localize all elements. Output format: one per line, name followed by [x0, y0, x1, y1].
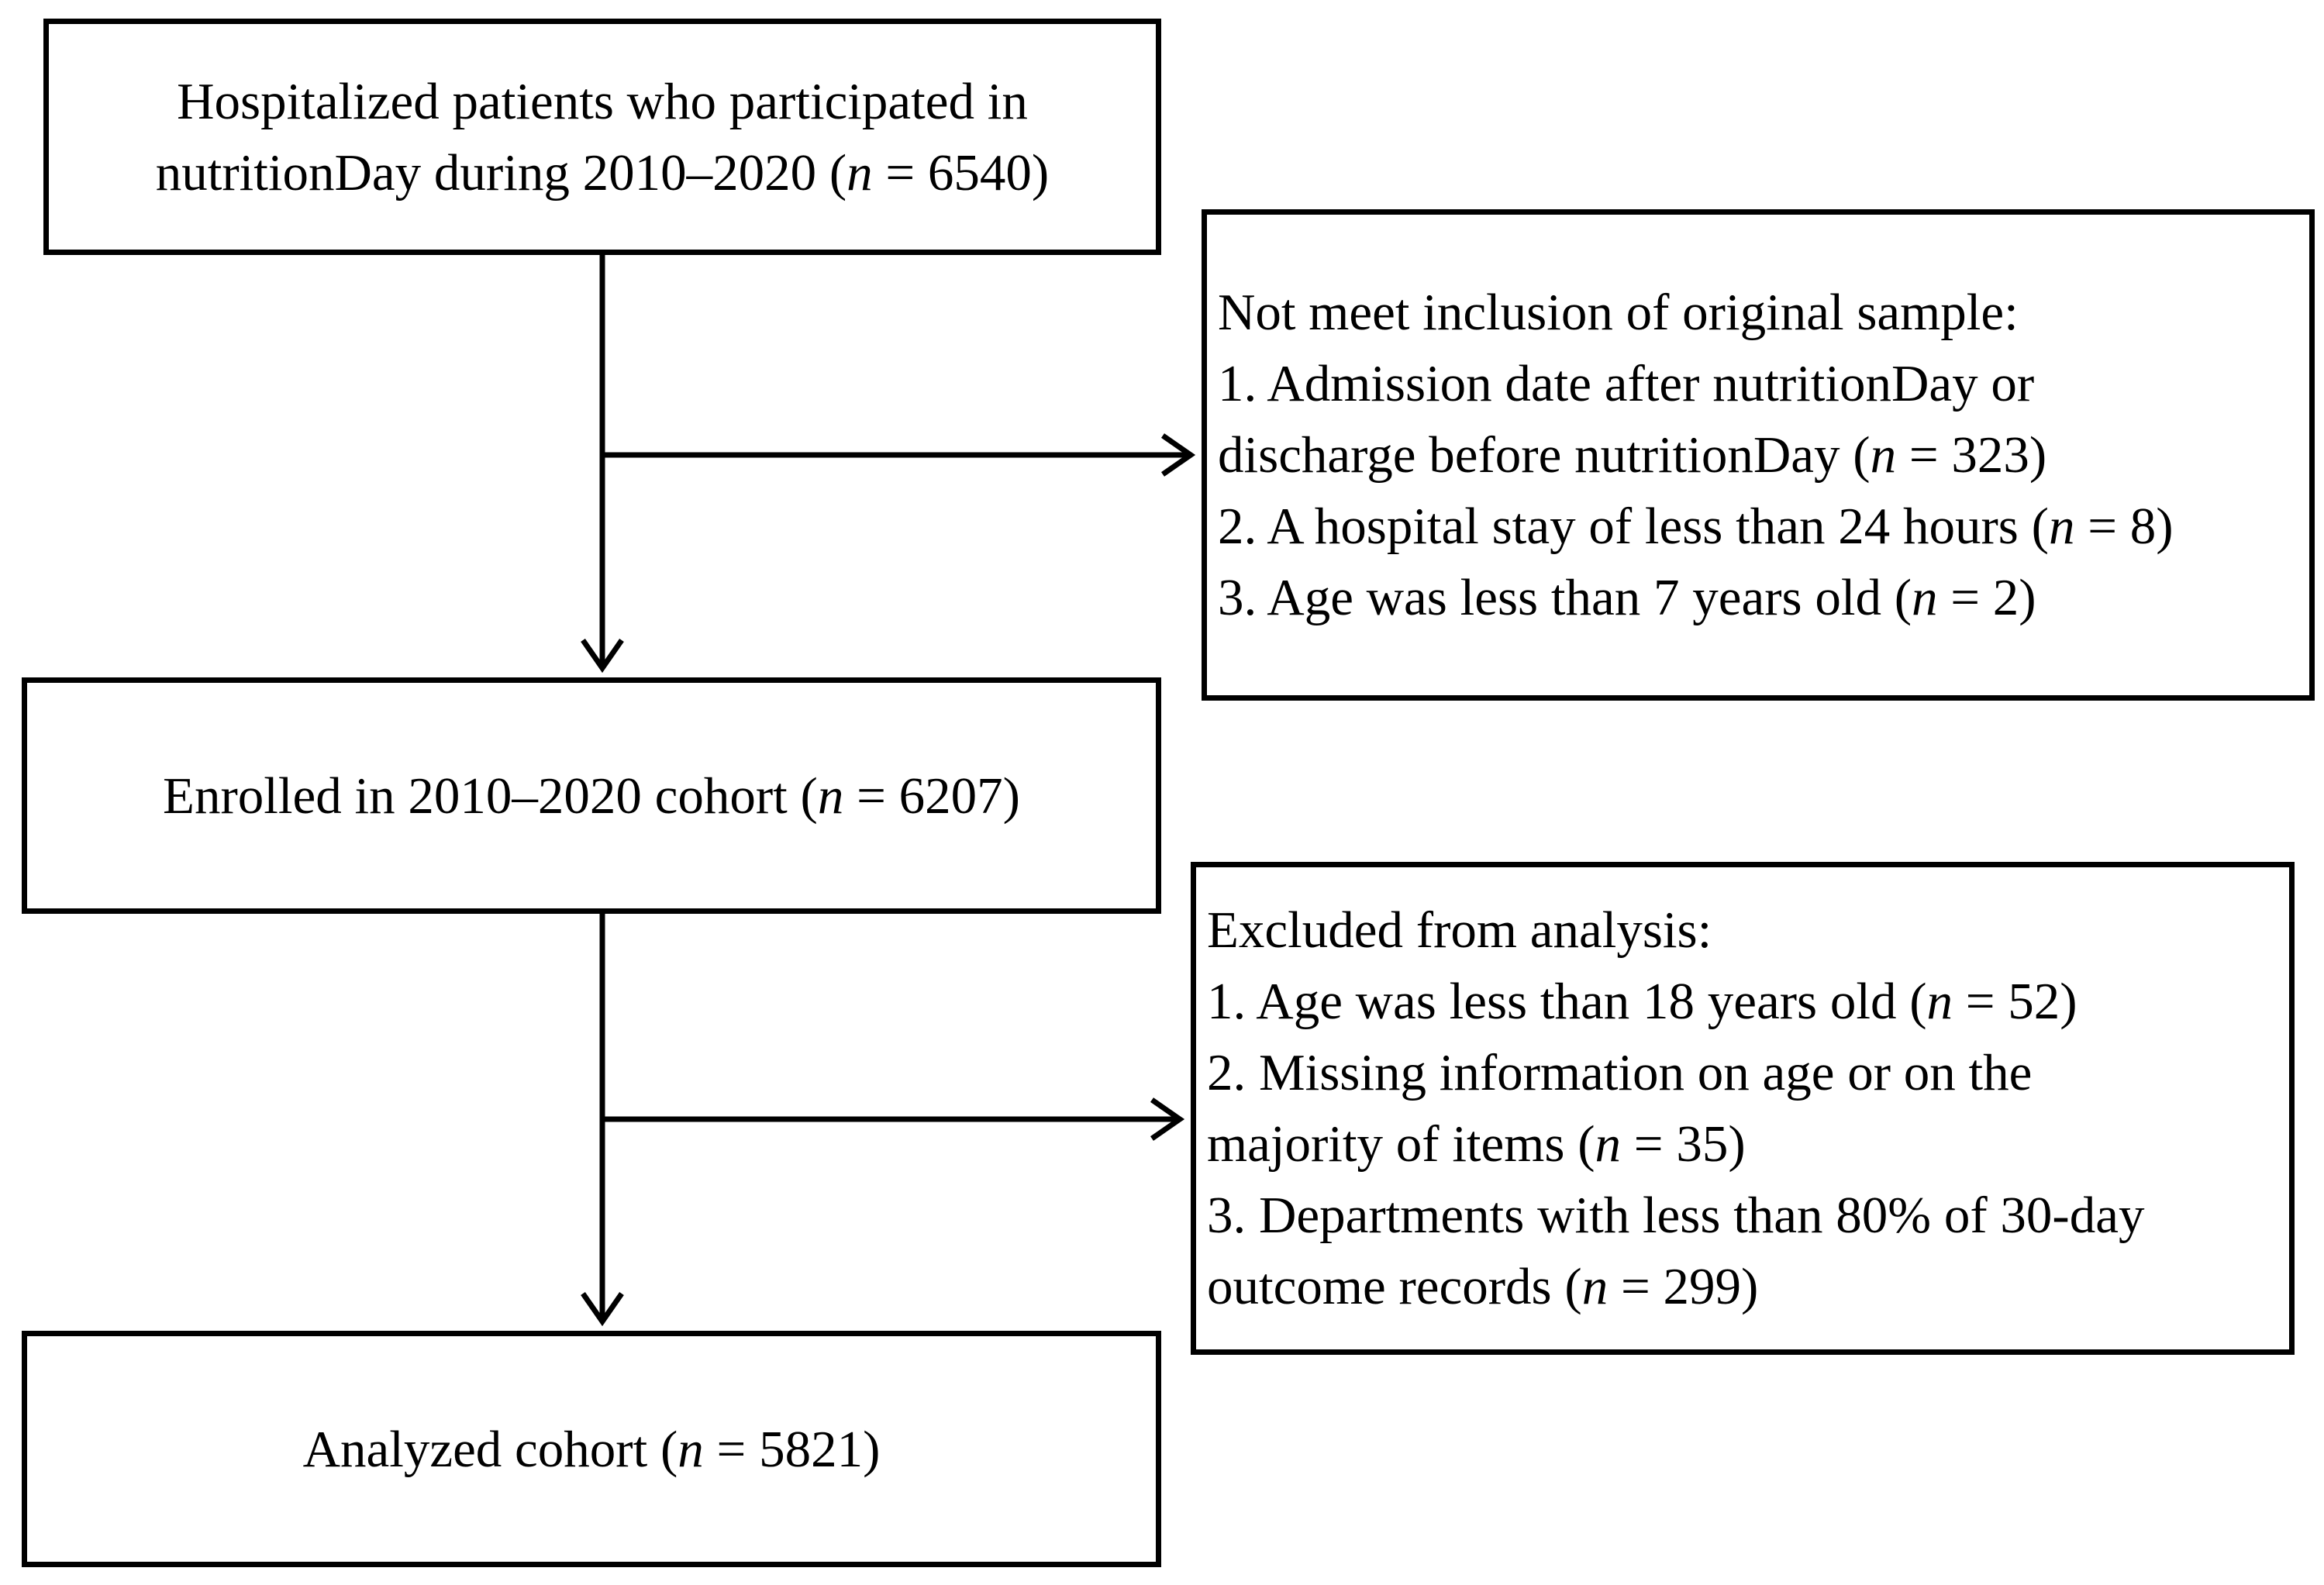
analyzed-cohort-box [22, 1331, 1161, 1567]
exclusion-2-line-1: 1. Age was less than 18 years old (n = 52) [1207, 973, 2077, 1030]
exclusion-2-line-2: 2. Missing information on age or on the [1207, 1044, 2033, 1101]
analyzed-line-1: Analyzed cohort (n = 5821) [302, 1420, 881, 1478]
exclusion-1-line-1: 1. Admission date after nutritionDay or [1218, 355, 2035, 412]
initial-line-1: Hospitalized patients who participated in [177, 72, 1028, 130]
exclusion-1-heading: Not meet inclusion of original sample: [1218, 284, 2019, 341]
initial-line-2: nutritionDay during 2010–2020 (n = 6540) [155, 143, 1050, 202]
exclusion-1-line-3: 2. A hospital stay of less than 24 hours (n = 8) [1218, 498, 2174, 555]
exclusion-1-line-2: discharge before nutritionDay (n = 323) [1218, 426, 2047, 484]
exclusion-1-line-4: 3. Age was less than 7 years old (n = 2) [1218, 569, 2036, 626]
exclusion-2-heading: Excluded from analysis: [1207, 901, 1712, 959]
exclusion-2-line-3: majority of items (n = 35) [1207, 1115, 1746, 1173]
enrolled-line-1: Enrolled in 2010–2020 cohort (n = 6207) [163, 767, 1020, 825]
initial-population-box [43, 19, 1161, 255]
exclusion-2-line-5: outcome records (n = 299) [1207, 1258, 1759, 1315]
exclusion-2-line-4: 3. Departments with less than 80% of 30-day [1207, 1187, 2145, 1244]
exclusion-box-analysis [1191, 862, 2295, 1355]
enrolled-cohort-box [22, 677, 1161, 914]
exclusion-box-original-sample [1202, 209, 2315, 701]
